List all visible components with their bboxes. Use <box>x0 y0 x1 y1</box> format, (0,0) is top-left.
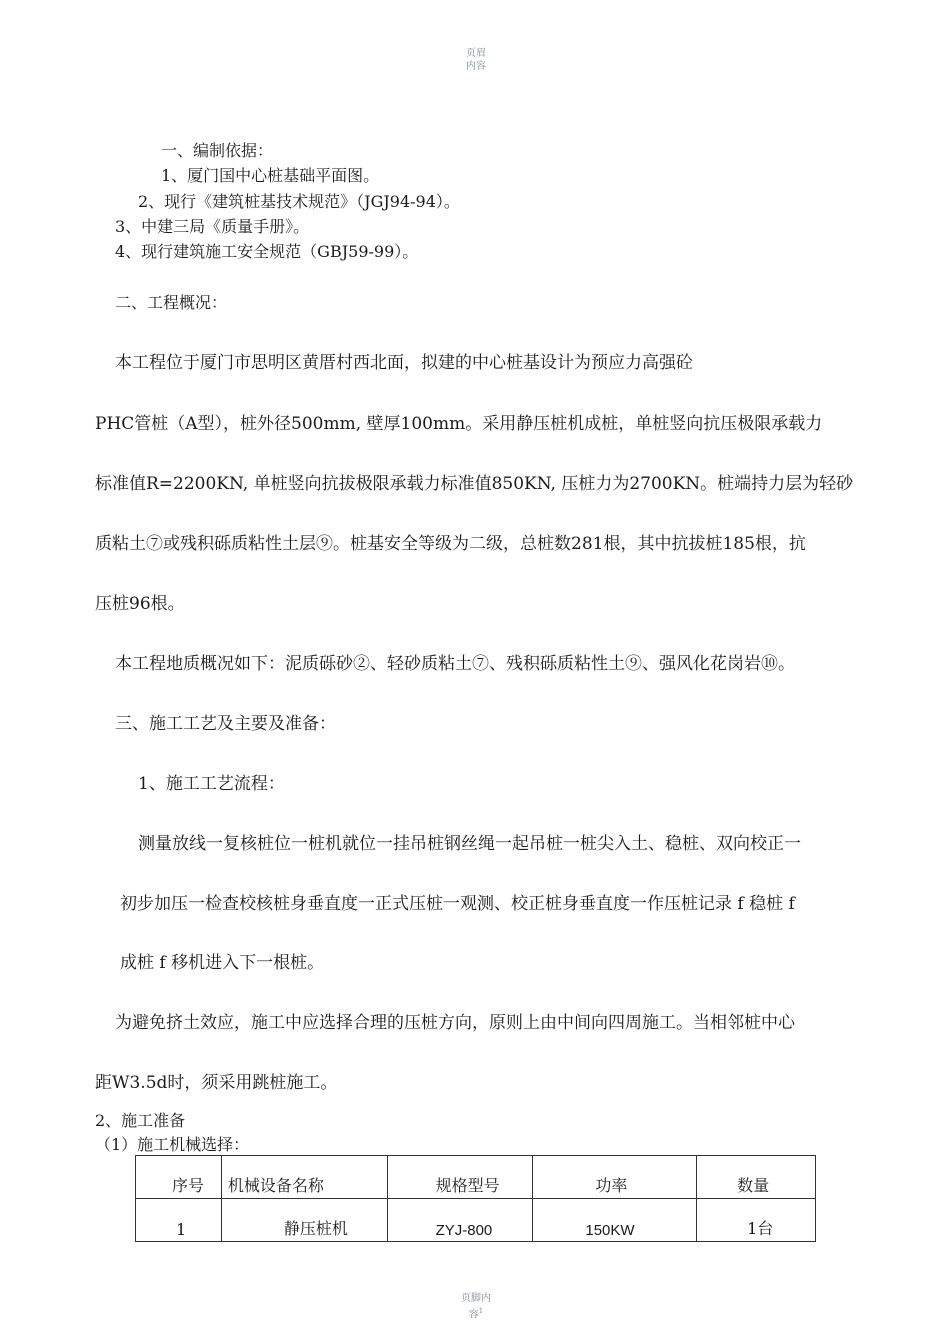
process-flow-line-1: 测量放线一复核桩位一桩机就位一挂吊桩钢丝绳一起吊桩一桩尖入土、稳桩、双向校正一 <box>138 834 801 854</box>
overview-line-5: 压桩96根。 <box>95 594 185 614</box>
page-header <box>456 47 496 73</box>
process-flow-line-2: 初步加压一检查校核桩身垂直度一正式压桩一观测、校正桩身垂直度一作压桩记录 f 稳桩 f <box>120 894 795 914</box>
section1-item-3: 3、中建三局《质量手册》。 <box>115 217 310 236</box>
table-row <box>136 1199 816 1242</box>
overview-line-1: 本工程位于厦门市思明区黄厝村西北面，拟建的中心桩基设计为预应力高强砼 <box>115 353 693 373</box>
section1-item-4: 4、现行建筑施工安全规范（GBJ59-99）。 <box>115 242 419 261</box>
machinery-selection-label: （1）施工机械选择： <box>95 1135 250 1154</box>
page-number: 1 <box>478 1307 484 1315</box>
overview-line-4: 质粘土⑦或残积砾质粘性土层⑨。桩基安全等级为二级，总桩数281根，其中抗拔桩185根，抗 <box>95 534 806 554</box>
table-header-cell: 数量 <box>697 1156 816 1199</box>
preparation-heading: 2、施工准备 <box>95 1111 186 1130</box>
geology-paragraph: 本工程地质概况如下：泥质砾砂②、轻砂质粘土⑦、残积砾质粘性土⑨、强风化花岗岩⑩。 <box>115 654 795 674</box>
table-cell: 1 <box>136 1199 222 1242</box>
section2-heading: 二、工程概况： <box>115 293 228 312</box>
footer-text: 容 <box>468 1309 479 1321</box>
construction-note-line-1: 为避免挤土效应，施工中应选择合理的压桩方向，原则上由中间向四周施工。当相邻桩中心 <box>115 1013 795 1033</box>
process-flow-heading: 1、施工工艺流程： <box>138 774 285 794</box>
table-header-cell: 规格型号 <box>387 1156 533 1199</box>
section1-item-2: 2、现行《建筑桩基技术规范》（JGJ94-94）。 <box>138 192 460 211</box>
overview-line-2: PHC管桩（A型），桩外径500mm, 壁厚100mm。采用静压桩机成桩，单桩竖向抗压极限承载力 <box>95 414 823 434</box>
table-cell: ZYJ-800 <box>387 1199 533 1242</box>
table-cell: 静压桩机 <box>221 1199 387 1242</box>
header-line-2: 内容 <box>466 61 486 72</box>
table-cell: 150KW <box>533 1199 697 1242</box>
footer-line-1: 页脚内 <box>461 1293 491 1304</box>
table-header-cell: 序号 <box>136 1156 222 1199</box>
table-cell: 1台 <box>697 1199 816 1242</box>
process-flow-line-3: 成桩 f 移机进入下一根桩。 <box>120 953 325 973</box>
header-line-1: 页眉 <box>466 48 486 59</box>
construction-note-line-2: 距W3.5d时，须采用跳桩施工。 <box>95 1073 338 1093</box>
page-footer <box>456 1292 496 1321</box>
overview-line-3: 标准值R=2200KN, 单桩竖向抗拔极限承载力标准值850KN, 压桩力为2700KN。桩端持力层为轻砂 <box>95 474 854 494</box>
footer-line-2 <box>456 1305 496 1321</box>
section3-heading: 三、施工工艺及主要及准备： <box>115 714 336 734</box>
table-header-cell: 功率 <box>533 1156 697 1199</box>
section1-item-1: 1、厦门国中心桩基础平面图。 <box>161 166 380 185</box>
table-header-row <box>136 1156 816 1199</box>
section1-heading: 一、编制依据： <box>161 141 274 160</box>
table-header-cell: 机械设备名称 <box>221 1156 387 1199</box>
equipment-table <box>135 1155 816 1242</box>
